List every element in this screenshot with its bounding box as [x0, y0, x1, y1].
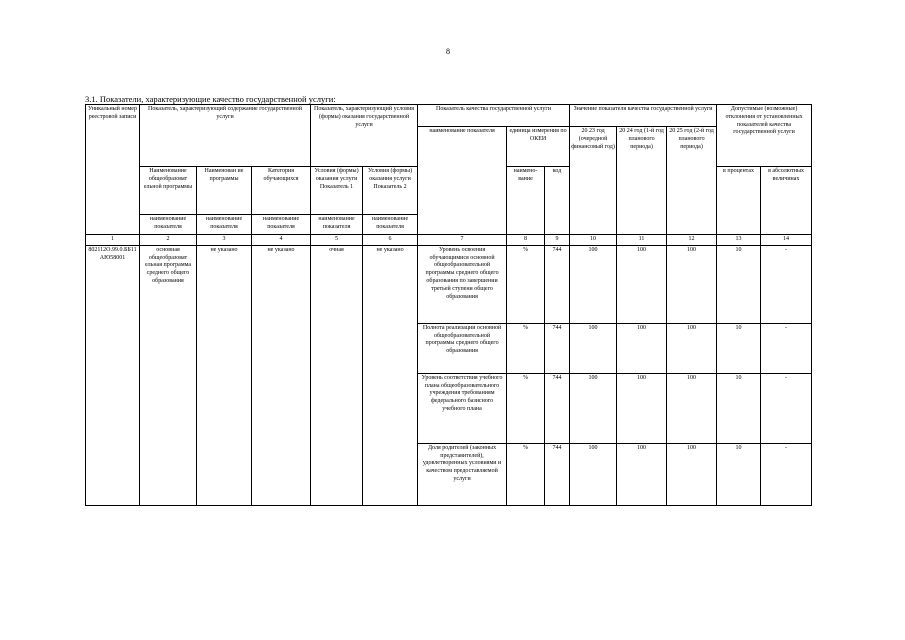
- header-unique-number: Уникальный номер реестровой записи: [86, 105, 140, 235]
- indicator-code: 744: [545, 373, 570, 443]
- header-category: Категория обучающихся: [252, 167, 311, 215]
- indicator-value-1: 100: [570, 443, 617, 505]
- record-program-title: не указано: [197, 245, 252, 505]
- header-year-2: 20 24 год (1-й год планового периода): [617, 127, 667, 235]
- sub-label: наименование показателя: [140, 215, 197, 235]
- header-indicator-name: наименование показателя: [418, 127, 507, 235]
- section-title: 3.1. Показатели, характеризующие качество государственной услуги:: [85, 94, 336, 104]
- col-number: 10: [570, 235, 617, 246]
- indicator-value-3: 100: [667, 373, 717, 443]
- indicator-name: Полнота реализации основной общеобразовательной программы среднего общего образования: [418, 323, 507, 373]
- indicator-value-3: 100: [667, 443, 717, 505]
- col-number: 1: [86, 235, 140, 246]
- header-absolute: в абсолютных величинах: [761, 167, 812, 235]
- indicator-deviation-percent: 10: [717, 373, 761, 443]
- header-quality-group: Показатель качества государственной услуги: [418, 105, 570, 127]
- indicator-value-2: 100: [617, 245, 667, 323]
- record-condition-2: не указано: [363, 245, 418, 505]
- col-number: 7: [418, 235, 507, 246]
- sub-label: наименование показателя: [197, 215, 252, 235]
- indicator-name: Уровень соответствия учебного плана общеобразовательного учреждения требованиям федерального базисного учебного плана: [418, 373, 507, 443]
- header-unit-okei: единица измерения по ОКЕИ: [507, 127, 570, 167]
- header-year-3: 20 25 год (2-й год планового периода): [667, 127, 717, 235]
- col-number: 2: [140, 235, 197, 246]
- header-content-group: Показатель, характеризующий содержание государственной услуги: [140, 105, 311, 167]
- col-number: 11: [617, 235, 667, 246]
- header-percent: в процентах: [717, 167, 761, 235]
- header-condition-1: Условия (формы) оказания услуги Показатель 1: [311, 167, 363, 215]
- indicator-name: Доля родителей (законных представителей), удовлетворенных условиями и качеством предоставляемой услуги: [418, 443, 507, 505]
- indicator-deviation-percent: 10: [717, 443, 761, 505]
- indicator-value-1: 100: [570, 373, 617, 443]
- col-number: 14: [761, 235, 812, 246]
- header-deviation-group: Допустимые (возможные) отклонения от установленных показателей качества государственной услуги: [717, 105, 812, 167]
- col-number: 5: [311, 235, 363, 246]
- table-row: [86, 245, 812, 323]
- col-number: 9: [545, 235, 570, 246]
- indicator-value-1: 100: [570, 245, 617, 323]
- indicator-unit: %: [507, 373, 545, 443]
- record-id: 802112О.99.0.ББ11АЮ58001: [86, 245, 140, 505]
- indicator-deviation-absolute: -: [761, 245, 812, 323]
- sub-label: наименование показателя: [363, 215, 418, 235]
- page-number: 8: [446, 47, 450, 56]
- record-category: не указано: [252, 245, 311, 505]
- indicator-name: Уровень освоения обучающимися основной общеобразовательной программы среднего общего образования по завершении третьей ступени общего образования: [418, 245, 507, 323]
- indicator-deviation-percent: 10: [717, 245, 761, 323]
- indicator-deviation-absolute: -: [761, 323, 812, 373]
- sub-label: наименование показателя: [252, 215, 311, 235]
- record-program: основная общеобразоват ельная программа среднего общего образования: [140, 245, 197, 505]
- indicator-value-2: 100: [617, 323, 667, 373]
- header-unit-name: наимено-вание: [507, 167, 545, 235]
- col-number: 6: [363, 235, 418, 246]
- indicator-value-3: 100: [667, 323, 717, 373]
- col-number: 13: [717, 235, 761, 246]
- indicator-code: 744: [545, 443, 570, 505]
- header-value-group: Значение показателя качества государственной услуги: [570, 105, 717, 127]
- indicator-unit: %: [507, 323, 545, 373]
- header-unit-code: код: [545, 167, 570, 235]
- indicator-deviation-absolute: -: [761, 443, 812, 505]
- indicator-deviation-absolute: -: [761, 373, 812, 443]
- header-year-1: 20 23 год (очередной финансовый год): [570, 127, 617, 235]
- header-program-title: Наименован ие программы: [197, 167, 252, 215]
- quality-indicators-table: [85, 104, 812, 506]
- col-number: 3: [197, 235, 252, 246]
- indicator-code: 744: [545, 323, 570, 373]
- indicator-deviation-percent: 10: [717, 323, 761, 373]
- header-program-name: Наименование общеобразоват ельной программы: [140, 167, 197, 215]
- indicator-unit: %: [507, 245, 545, 323]
- col-number: 8: [507, 235, 545, 246]
- indicator-code: 744: [545, 245, 570, 323]
- indicator-unit: %: [507, 443, 545, 505]
- indicator-value-2: 100: [617, 373, 667, 443]
- indicator-value-1: 100: [570, 323, 617, 373]
- header-condition-2: Условия (формы) оказания услуги Показатель 2: [363, 167, 418, 215]
- indicator-value-3: 100: [667, 245, 717, 323]
- indicator-value-2: 100: [617, 443, 667, 505]
- header-conditions-group: Показатель, характеризующий условия (формы) оказания государственной услуги: [311, 105, 418, 167]
- col-number: 4: [252, 235, 311, 246]
- col-number: 12: [667, 235, 717, 246]
- record-condition-1: очная: [311, 245, 363, 505]
- sub-label: наименование показателя: [311, 215, 363, 235]
